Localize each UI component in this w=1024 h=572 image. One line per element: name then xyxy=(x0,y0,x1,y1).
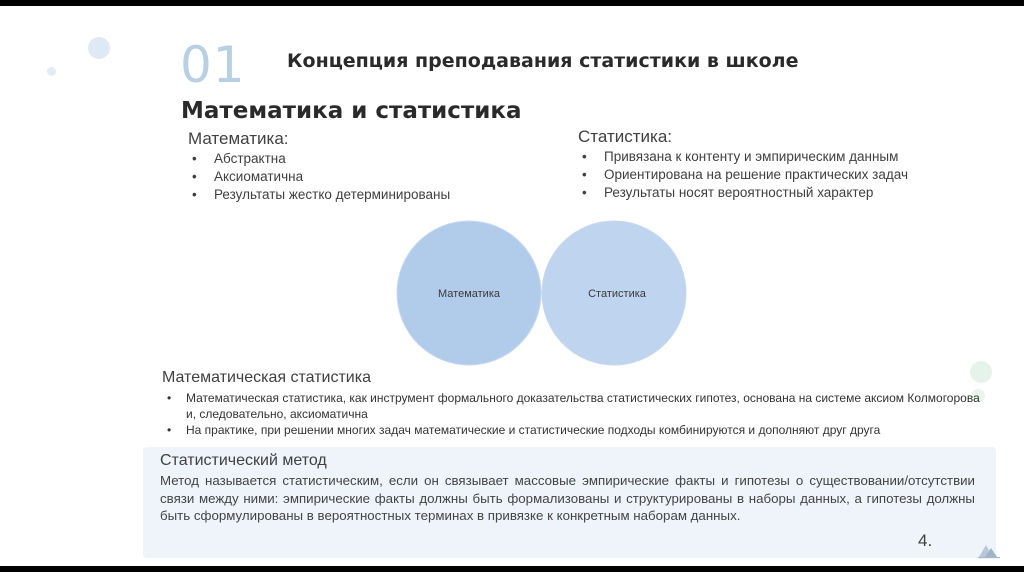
slide xyxy=(0,6,1024,566)
decor-circle-small xyxy=(47,67,56,76)
venn-diagram xyxy=(396,209,692,377)
math-heading: Математика: xyxy=(188,129,289,148)
method-text: Метод называется статистическим, если он связывает массовые эмпирические факты и гипотезы о существовании/отсутствии связи между ними: эмпирические факты должны быть формализованы и структурированы в наборы данных, а гипотезы должны быть сформулированы в вероятностных терминах в привязке к конкретным наборам данных. xyxy=(160,473,975,523)
list-item: • Привязана к контенту и эмпирическим данным xyxy=(578,148,908,166)
math-list xyxy=(188,150,450,204)
list-item: • Результаты жестко детерминированы xyxy=(188,186,450,204)
list-item: • На практике, при решении многих задач математические и статистические подходы комбинируются и дополняют друг друга xyxy=(162,422,982,438)
list-item: • Абстрактна xyxy=(188,150,450,168)
section-number: 01 xyxy=(180,36,246,94)
math-block xyxy=(188,129,450,204)
slide-subtitle: Математика и статистика xyxy=(181,98,522,124)
math-stat-heading: Математическая статистика xyxy=(162,369,371,386)
decor-circle-large xyxy=(88,37,110,59)
page-number: 4. xyxy=(918,531,933,550)
slide-title: Концепция преподавания статистики в школе xyxy=(287,50,799,72)
list-item: • Математическая статистика, как инструмент формального доказательства статистических гипотез, основана на системе аксиом Колмогорова и, следовательно, аксиоматична xyxy=(162,390,982,422)
math-stat-block xyxy=(162,369,982,438)
venn-label-stat: Статистика xyxy=(588,288,646,300)
math-stat-list xyxy=(162,390,982,438)
list-item: • Результаты носят вероятностный характер xyxy=(578,184,908,202)
stat-list xyxy=(578,148,908,202)
list-item: • Аксиоматична xyxy=(188,168,450,186)
stat-heading: Статистика: xyxy=(578,127,673,146)
list-item: • Ориентирована на решение практических задач xyxy=(578,166,908,184)
logo-icon xyxy=(976,541,1002,559)
venn-label-math: Математика xyxy=(438,288,500,300)
method-heading: Статистический метод xyxy=(160,452,327,469)
stat-block xyxy=(578,127,908,202)
